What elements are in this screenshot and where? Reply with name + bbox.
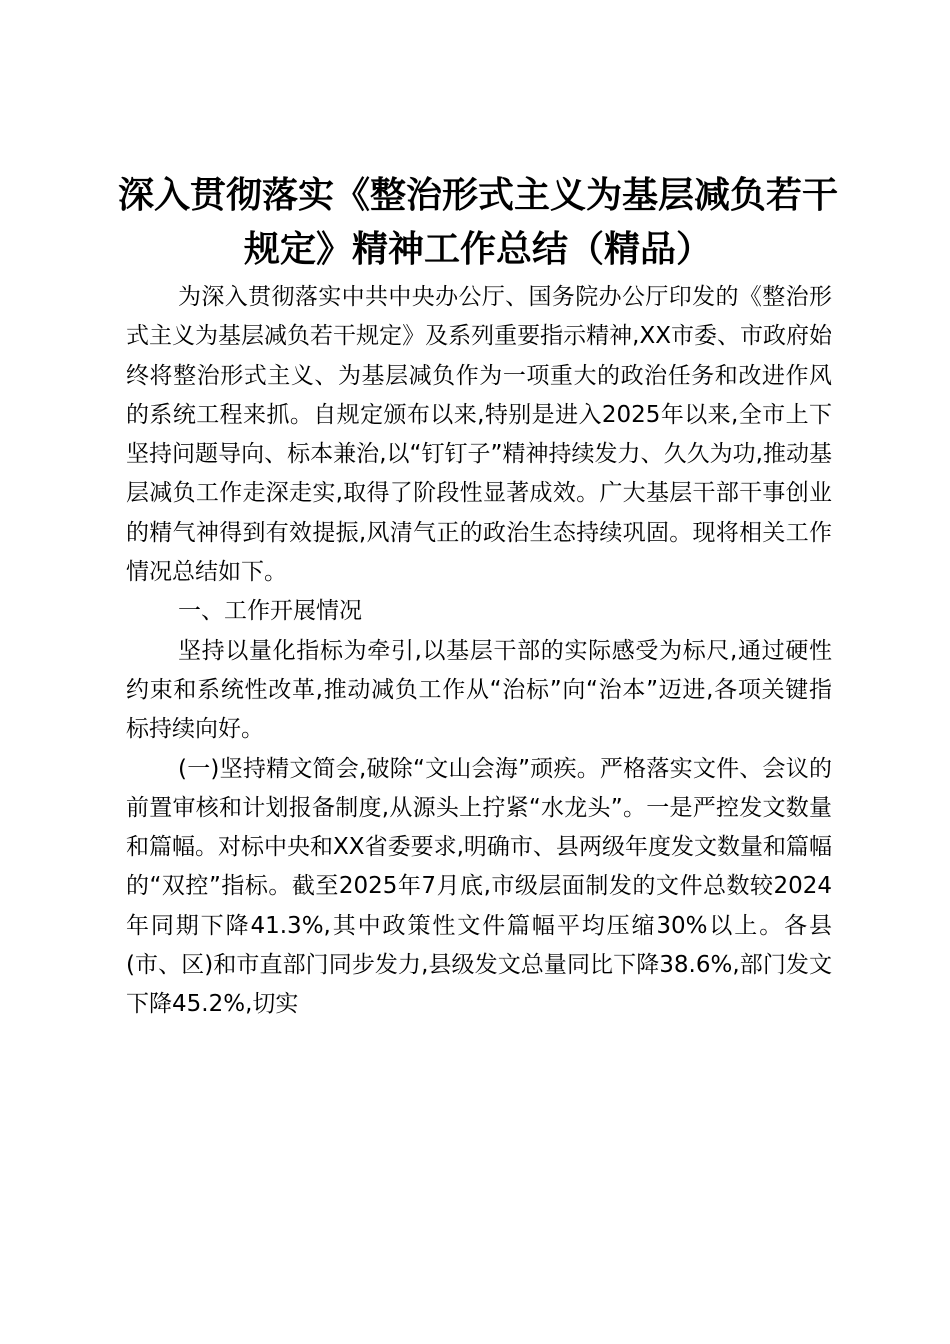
document-body [126,278,832,1025]
paragraph-overview: 坚持以量化指标为牵引,以基层干部的实际感受为标尺,通过硬性约束和系统性改革,推动减负工作从“治标”向“治本”迈进,各项关键指标持续向好。 [126,637,832,743]
paragraph-item-1: (一)坚持精文简会,破除“文山会海”顽疾。严格落实文件、会议的前置审核和计划报备制度,从源头上拧紧“水龙头”。一是严控发文数量和篇幅。对标中央和XX省委要求,明确市、县两级年度发文数量和篇幅的“双控”指标。截至2025年7月底,市级层面制发的文件总数较2024年同期下降41.3%,其中政策性文件篇幅平均压缩30%以上。各县(市、区)和市直部门同步发力,县级发文总量同比下降38.6%,部门发文下降45.2%,切实 [126,755,832,1018]
document-title: 深入贯彻落实《整治形式主义为基层减负若干规定》精神工作总结（精品） [118,174,839,270]
paragraph-intro: 为深入贯彻落实中共中央办公厅、国务院办公厅印发的《整治形式主义为基层减负若干规定》及系列重要指示精神,XX市委、市政府始终将整治形式主义、为基层减负作为一项重大的政治任务和改进作风的系统工程来抓。自规定颁布以来,特别是进入2025年以来,全市上下坚持问题导向、标本兼治,以“钉钉子”精神持续发力、久久为功,推动基层减负工作走深走实,取得了阶段性显著成效。广大基层干部干事创业的精气神得到有效提振,风清气正的政治生态持续巩固。现将相关工作情况总结如下。 [126,284,832,586]
section-heading-work-progress: 一、工作开展情况 [178,598,362,625]
